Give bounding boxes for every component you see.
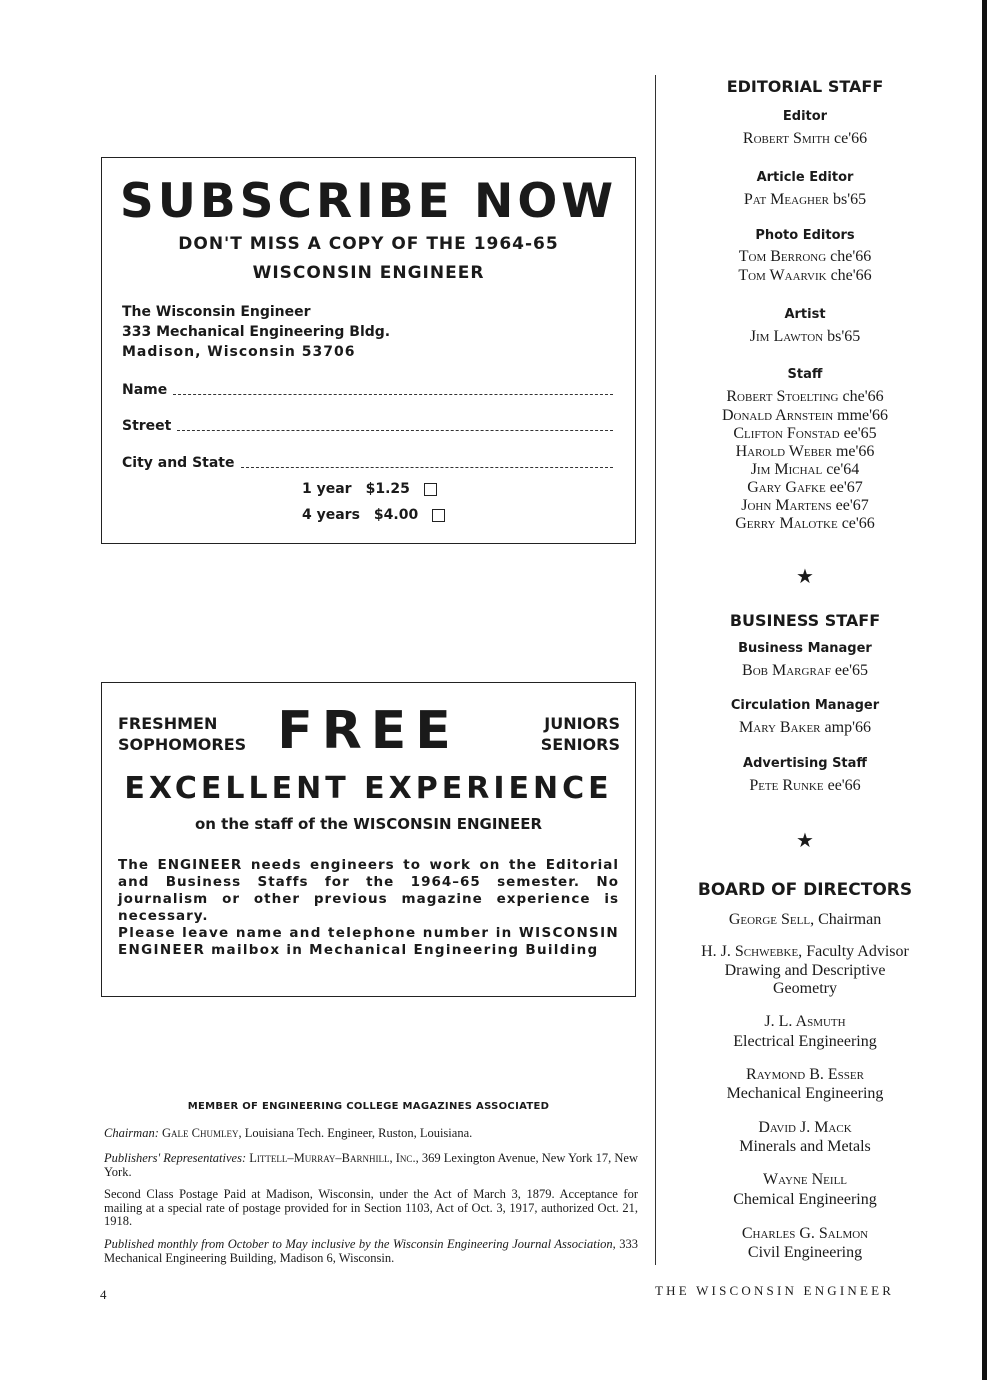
label-freshmen: FRESHMEN [118, 714, 218, 733]
on-staff-line: on the staff of the WISCONSIN ENGINEER [194, 815, 543, 833]
editor-name: Robert Smith ce'66 [742, 130, 868, 147]
free-box [101, 682, 636, 997]
member-chairman: Chairman: Gale Chumley, Louisiana Tech. Engineer, Ruston, Louisiana. [104, 1126, 473, 1140]
board-member: H. J. Schwebke, Faculty Advisor [701, 943, 909, 960]
address-line-2: 333 Mechanical Engineering Bldg. [122, 324, 391, 340]
checkbox-4-years[interactable] [432, 509, 445, 522]
photo-editors-label: Photo Editors [755, 228, 855, 243]
board-member-name: Charles G. Salmon [741, 1225, 869, 1242]
staff-member: Gary Gafke ee'67 [747, 479, 863, 496]
board-member-name: Wayne Neill [762, 1171, 848, 1188]
artist-label: Artist [784, 307, 826, 322]
member-postage: Second Class Postage Paid at Madison, Wisconsin, under the Act of March 3, 1879. Acceptance for mailing at a special rate of postage provided for in Section 1103, Act of Oct. 3, 1917, authorized Oct. 21, 1918. [104, 1187, 638, 1228]
staff-member: Harold Weber me'66 [735, 443, 875, 460]
photo-editor-name: Tom Berrong che'66 [738, 248, 872, 265]
label-seniors: SENIORS [540, 735, 620, 754]
name-field-label: Name [122, 382, 168, 398]
board-member-name: David J. Mack [758, 1119, 852, 1136]
artist-name: Jim Lawton bs'65 [749, 328, 861, 345]
star-divider-icon: ★ [796, 828, 814, 852]
column-divider [655, 75, 656, 1265]
checkbox-1-year[interactable] [424, 483, 437, 496]
price-term: 1 year [302, 481, 352, 497]
member-representatives: Publishers' Representatives: Littell–Murray–Barnhill, Inc., 369 Lexington Avenue, New York 17, New York. [104, 1151, 638, 1179]
price-amount: $4.00 [373, 507, 419, 523]
business-heading: BUSINESS STAFF [729, 611, 881, 630]
name-field[interactable] [122, 382, 613, 398]
city-state-field[interactable] [122, 455, 613, 471]
article-editor-label: Article Editor [756, 170, 854, 185]
board-member-name: Raymond B. Esser [746, 1066, 864, 1083]
business-manager-label: Business Manager [738, 641, 872, 656]
board-member-name: J. L. Asmuth [764, 1013, 846, 1030]
photo-editor-name: Tom Waarvik che'66 [738, 267, 872, 284]
board-member: George Sell, Chairman [728, 911, 882, 928]
board-member-role: Chemical Engineering [733, 1191, 877, 1208]
subscribe-box [101, 157, 636, 544]
price-term: 4 years [302, 507, 360, 523]
staff-member: Donald Arnstein mme'66 [721, 407, 889, 424]
subscribe-title: SUBSCRIBE NOW [119, 174, 618, 229]
free-paragraph-1: The ENGINEER needs engineers to work on the Editorial and Business Staffs for the 1964–65 semester. No journalism or other previous magazine experience is necessary. [118, 857, 619, 924]
running-title: THE WISCONSIN ENGINEER [655, 1283, 895, 1298]
board-heading: BOARD OF DIRECTORS [697, 880, 913, 900]
circulation-manager-label: Circulation Manager [730, 698, 880, 713]
staff-member: Jim Michal ce'64 [750, 461, 860, 478]
staff-member: Robert Stoelting che'66 [726, 388, 884, 405]
subscribe-line-2: WISCONSIN ENGINEER [252, 263, 485, 283]
board-member-role: Civil Engineering [747, 1244, 863, 1261]
label-sophomores: SOPHOMORES [118, 735, 247, 754]
editor-label: Editor [782, 109, 828, 124]
business-manager-name: Bob Margraf ee'65 [742, 662, 868, 679]
free-title: FREE [277, 701, 460, 761]
article-editor-name: Pat Meagher bs'65 [743, 191, 867, 208]
label-juniors: JUNIORS [544, 714, 620, 733]
page-number: 4 [100, 1287, 107, 1302]
board-member-role: Minerals and Metals [739, 1138, 871, 1155]
advertising-staff-name: Pete Runke ee'66 [749, 777, 861, 794]
page-edge [982, 0, 987, 1380]
subscribe-line-1: DON'T MISS A COPY OF THE 1964-65 [178, 234, 559, 254]
address-line-3: Madison, Wisconsin 53706 [122, 344, 356, 360]
excellent-experience: EXCELLENT EXPERIENCE [124, 771, 613, 806]
price-option-1-year [302, 481, 437, 497]
staff-member: Gerry Malotke ce'66 [735, 515, 875, 532]
street-field[interactable] [122, 418, 613, 434]
board-member-role: Mechanical Engineering [726, 1085, 884, 1102]
city-state-field-label: City and State [122, 455, 235, 471]
free-right-labels [541, 713, 620, 755]
advertising-staff-label: Advertising Staff [743, 756, 867, 771]
member-published: Published monthly from October to May inclusive by the Wisconsin Engineering Journal Association, 333 Mechanical Engineering Building, Madison 6, Wisconsin. [104, 1237, 638, 1265]
staff-label: Staff [787, 367, 823, 382]
staff-member: John Martens ee'67 [741, 497, 869, 514]
board-member-detail: Geometry [773, 980, 837, 997]
price-option-4-years [302, 507, 445, 523]
street-field-label: Street [122, 418, 172, 434]
board-member-detail: Drawing and Descriptive [724, 962, 886, 979]
star-divider-icon: ★ [796, 564, 814, 588]
address-line-1: The Wisconsin Engineer [122, 304, 311, 320]
editorial-heading: EDITORIAL STAFF [726, 77, 884, 96]
free-paragraph-2: Please leave name and telephone number in WISCONSIN ENGINEER mailbox in Mechanical Engineering Building [118, 925, 619, 958]
price-amount: $1.25 [365, 481, 410, 497]
circulation-manager-name: Mary Baker amp'66 [739, 719, 871, 736]
staff-member: Clifton Fonstad ee'65 [733, 425, 877, 442]
board-member-role: Electrical Engineering [733, 1033, 877, 1050]
member-heading: MEMBER OF ENGINEERING COLLEGE MAGAZINES ASSOCIATED [187, 1101, 550, 1112]
